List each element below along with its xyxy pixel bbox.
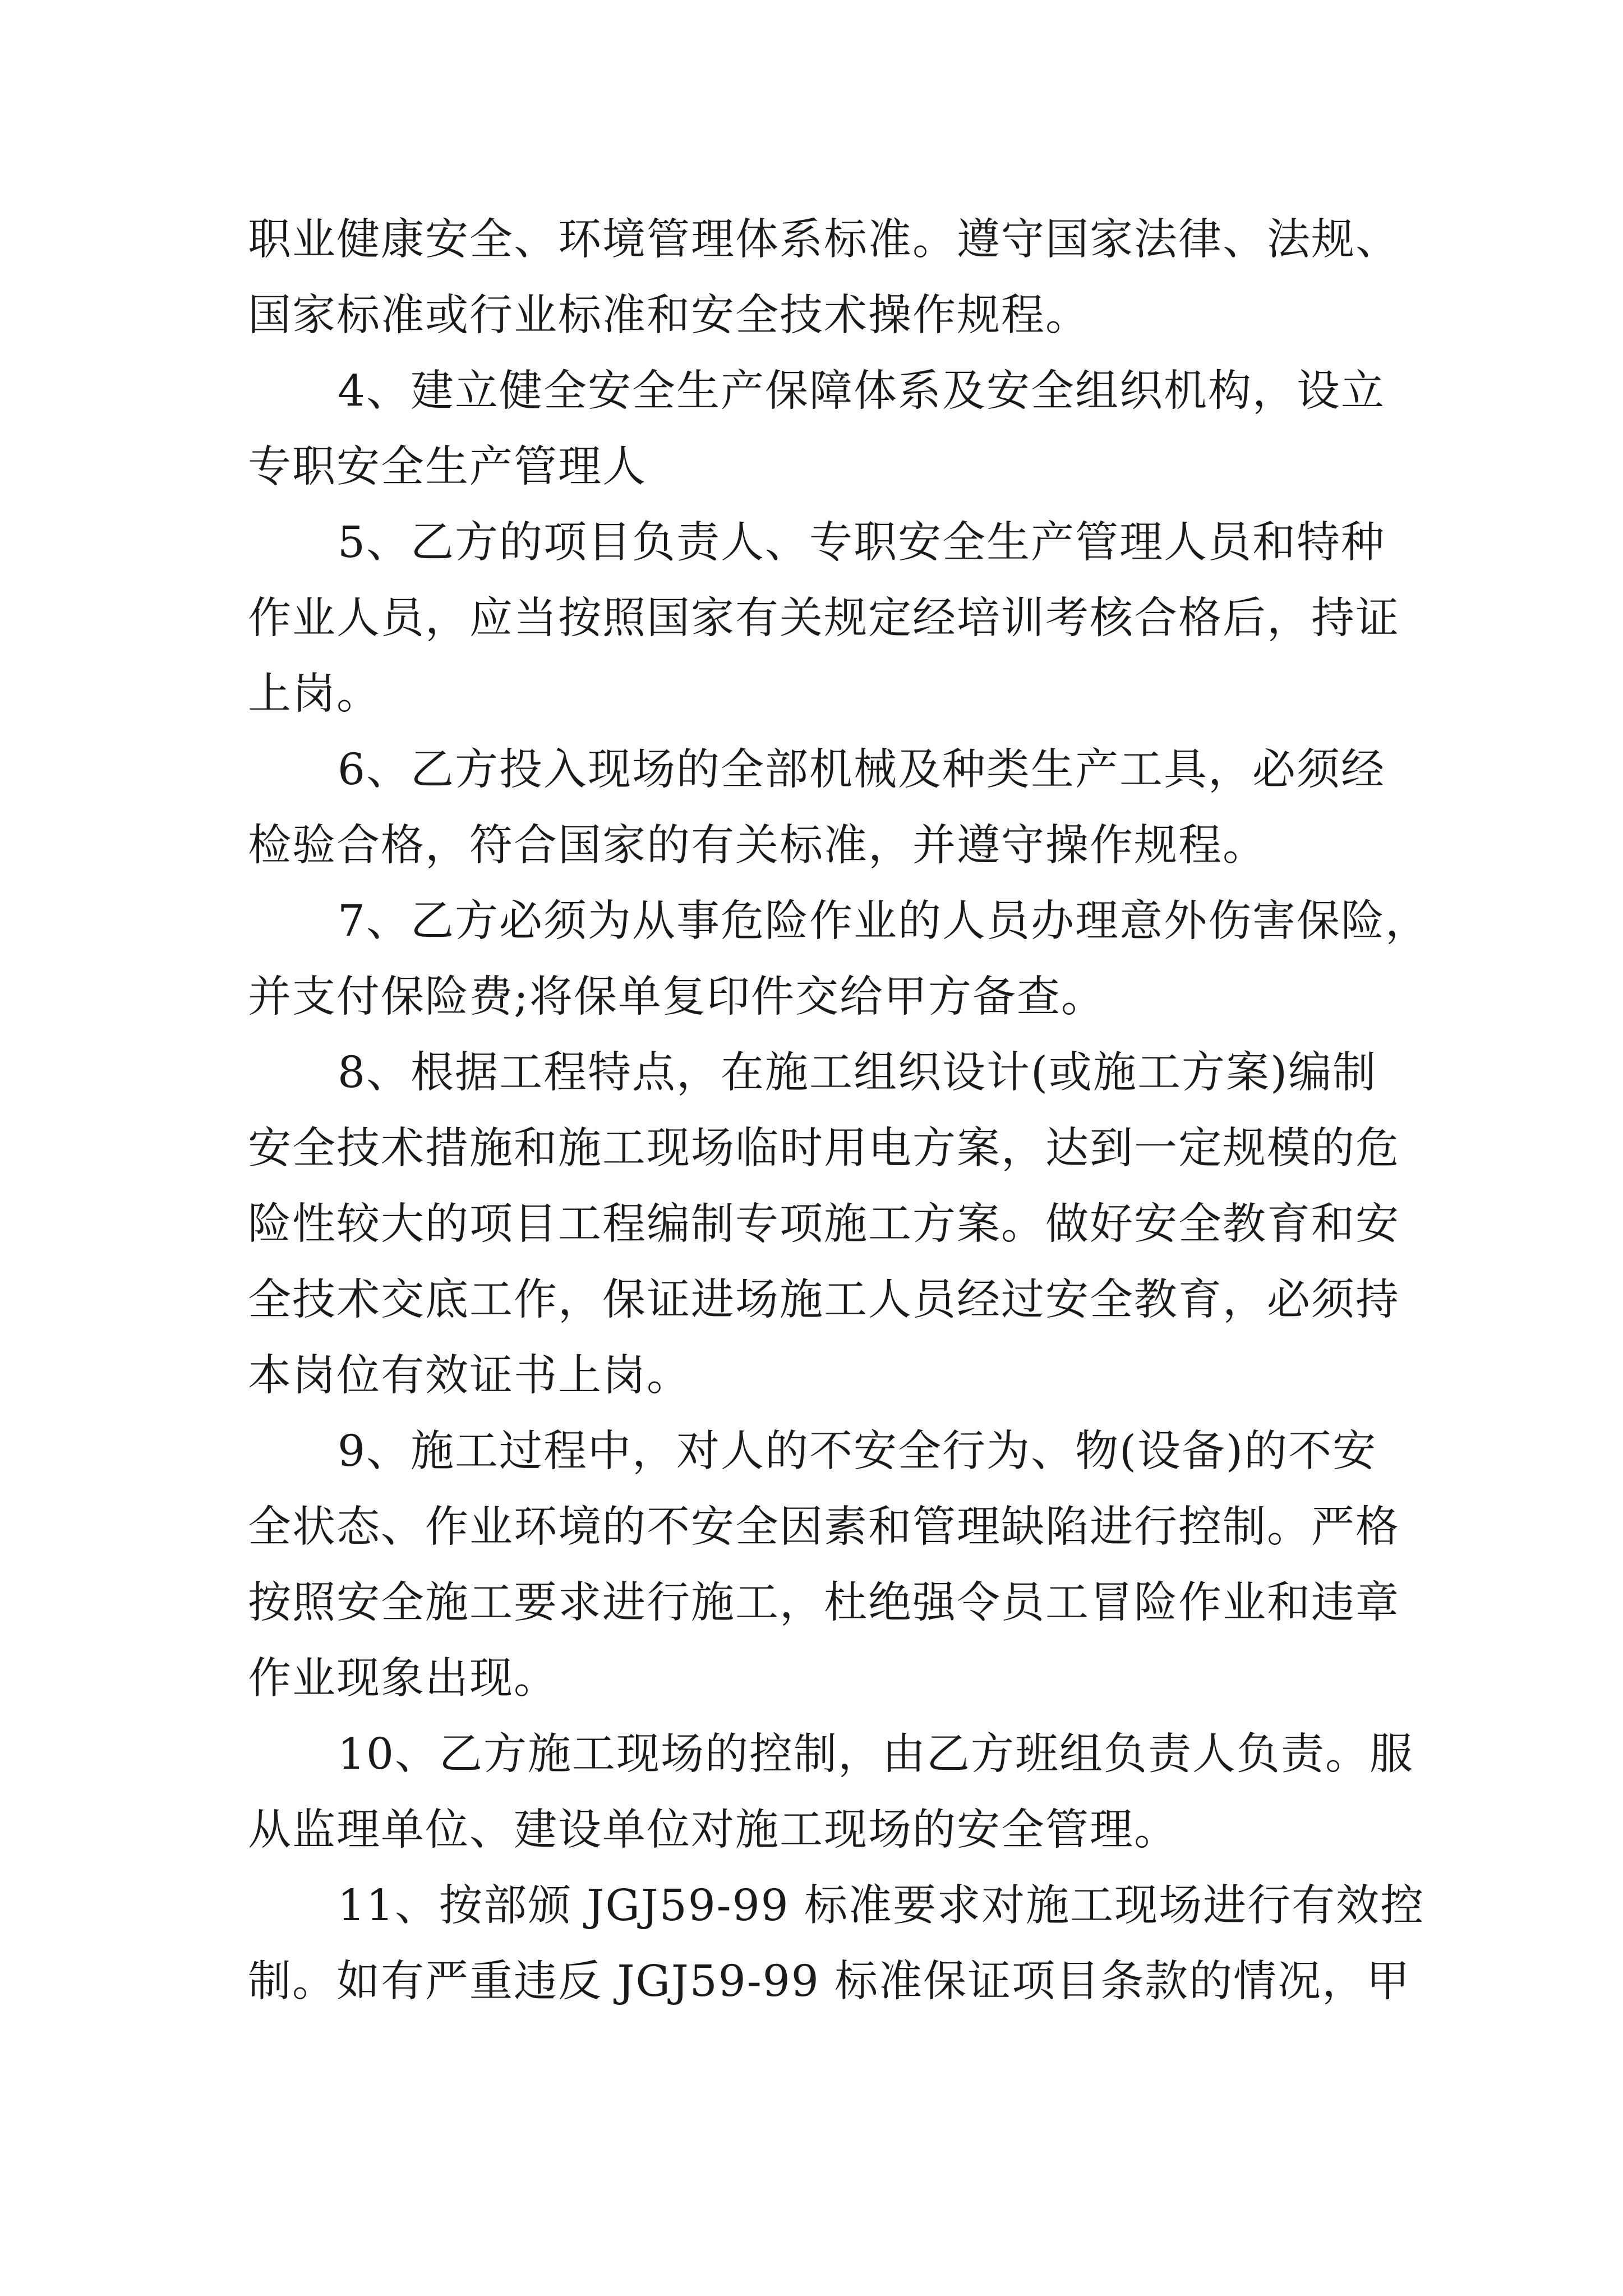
text-line: 险性较大的项目工程编制专项施工方案。做好安全教育和安 xyxy=(248,1199,1400,1249)
paragraph-item-8 xyxy=(248,1035,1400,1414)
text-line: 7、乙方必须为从事危险作业的人员办理意外伤害保险， xyxy=(338,896,1430,946)
paragraph-item-10 xyxy=(248,1717,1414,1868)
text-line: 4、建立健全安全生产保障体系及安全组织机构，设立 xyxy=(338,366,1385,416)
paragraph-item-11 xyxy=(248,1868,1425,2019)
paragraph-item-9 xyxy=(248,1414,1400,1717)
text-line: 国家标准或行业标准和安全技术操作规程。 xyxy=(248,291,1090,341)
text-line: 并支付保险费;将保单复印件交给甲方备查。 xyxy=(248,972,1105,1022)
document-body xyxy=(248,202,1430,2019)
text-line: 检验合格，符合国家的有关标准，并遵守操作规程。 xyxy=(248,821,1267,871)
text-line: 安全技术措施和施工现场临时用电方案，达到一定规模的危 xyxy=(248,1124,1400,1174)
paragraph-continuation xyxy=(248,202,1400,353)
text-line: 11、按部颁 JGJ59-99 标准要求对施工现场进行有效控 xyxy=(338,1881,1425,1931)
paragraph-item-7 xyxy=(248,884,1430,1035)
paragraph-item-5 xyxy=(248,505,1400,732)
text-line: 9、施工过程中，对人的不安全行为、物(设备)的不安 xyxy=(338,1427,1377,1476)
text-line: 职业健康安全、环境管理体系标准。遵守国家法律、法规、 xyxy=(248,215,1400,265)
paragraph-item-4 xyxy=(248,353,1386,505)
text-line: 从监理单位、建设单位对施工现场的安全管理。 xyxy=(248,1805,1178,1855)
text-line: 6、乙方投入现场的全部机械及种类生产工具，必须经 xyxy=(338,745,1385,795)
text-line: 8、根据工程特点，在施工组织设计(或施工方案)编制 xyxy=(338,1048,1377,1098)
text-line: 上岗。 xyxy=(248,669,381,719)
text-line: 作业人员，应当按照国家有关规定经培训考核合格后，持证 xyxy=(248,593,1400,643)
text-line: 全技术交底工作，保证进场施工人员经过安全教育，必须持 xyxy=(248,1275,1400,1325)
paragraph-item-6 xyxy=(248,732,1386,884)
text-line: 本岗位有效证书上岗。 xyxy=(248,1351,691,1401)
text-line: 专职安全生产管理人 xyxy=(248,442,647,492)
text-line: 5、乙方的项目负责人、专职安全生产管理人员和特种 xyxy=(338,518,1385,568)
text-line: 作业现象出现。 xyxy=(248,1654,558,1704)
text-line: 按照安全施工要求进行施工，杜绝强令员工冒险作业和违章 xyxy=(248,1578,1400,1628)
text-line: 10、乙方施工现场的控制，由乙方班组负责人负责。服 xyxy=(338,1729,1414,1779)
text-line: 全状态、作业环境的不安全因素和管理缺陷进行控制。严格 xyxy=(248,1502,1400,1552)
text-line: 制。如有严重违反 JGJ59-99 标准保证项目条款的情况，甲 xyxy=(248,1957,1411,2007)
